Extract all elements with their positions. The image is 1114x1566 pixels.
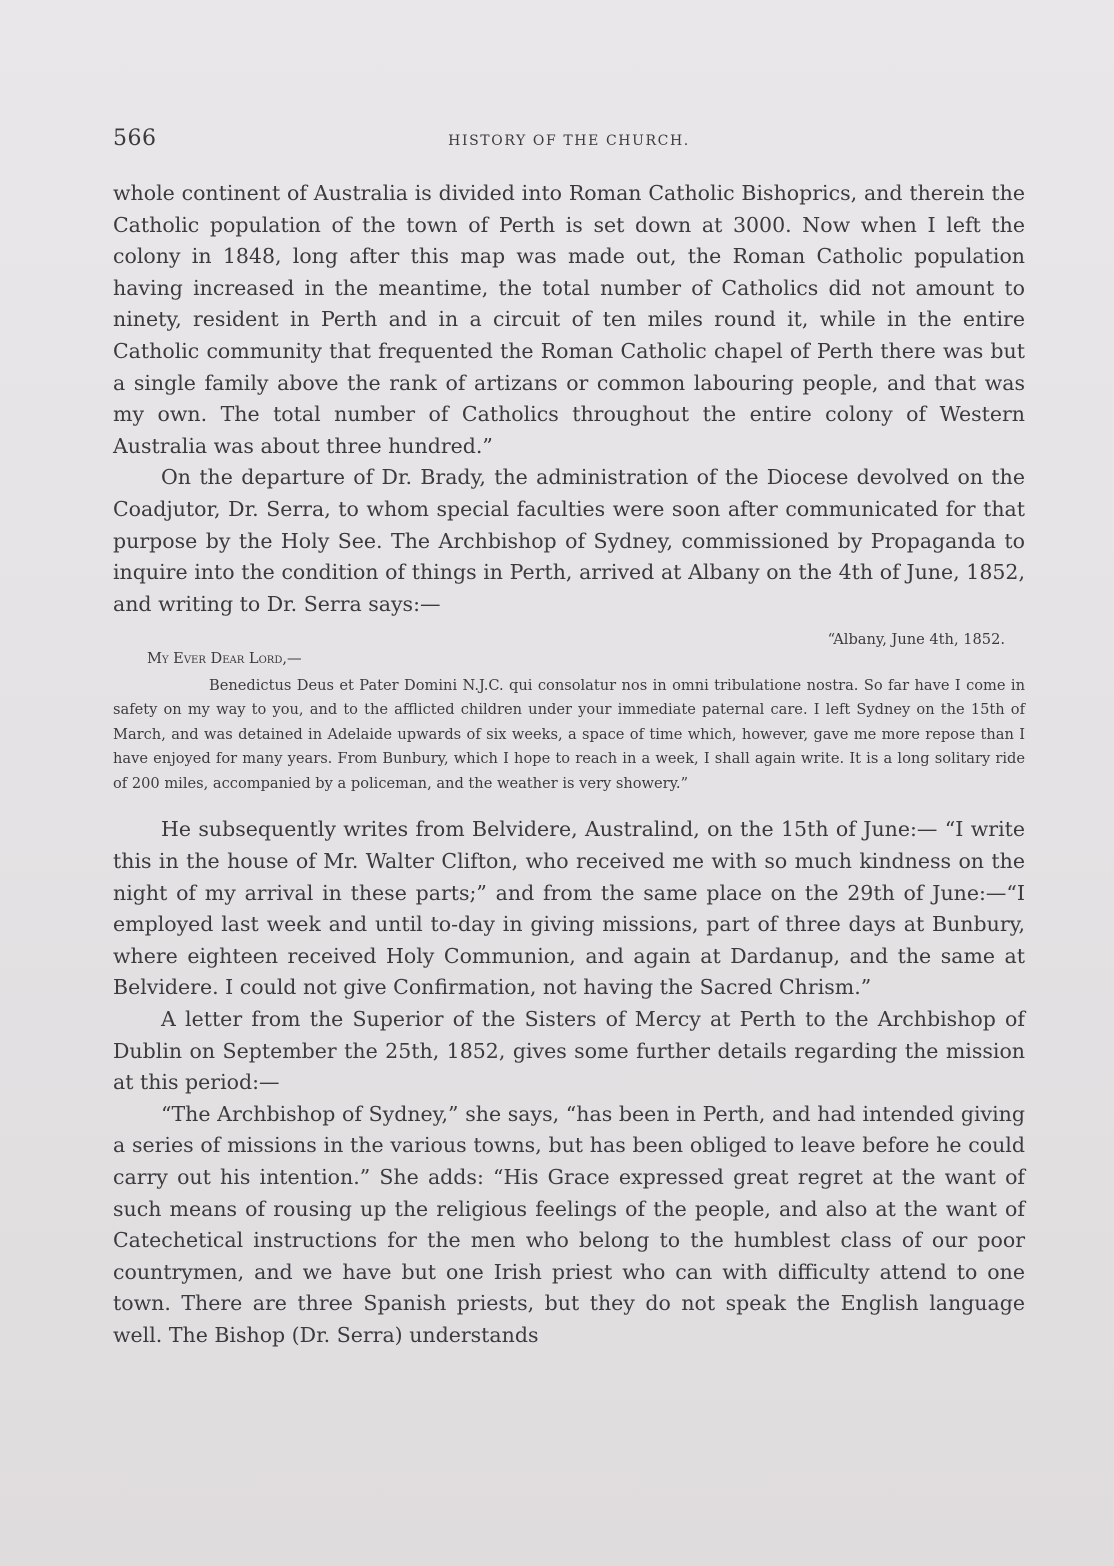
section-spacer	[113, 796, 1025, 814]
running-title: HISTORY OF THE CHURCH.	[448, 133, 690, 149]
letter-text: Benedictus Deus et Pater Domini N.J.C. qui consolatur nos in omni tribulatione nostra. So far have I come in safety on my way to you, and to the afflicted children under your immediate paternal care. I left Sydney on the 15th of March, and was detained in Adelaide upwards of six weeks, a space of time which, however, gave me more repose than I have enjoyed for many years. From Bunbury, which I hope to reach in a week, I shall again write. It is a long solitary ride of 200 miles, accompanied by a policeman, and the weather is very showery.”	[113, 676, 1025, 792]
page-header	[113, 126, 1025, 158]
paragraph-archbishop-quote: “The Archbishop of Sydney,” she says, “has been in Perth, and had intended giving a series of missions in the various towns, but has been obliged to leave before he could carry out his intention.” She adds: “His Grace expressed great regret at the want of such means of rousing up the religious feelings of the people, and also at the want of Catechetical instructions for the men who belong to the humblest class of our poor countrymen, and we have but one Irish priest who can with difficulty attend to one town. There are three Spanish priests, but they do not speak the English language well. The Bishop (Dr. Serra) understands	[113, 1101, 1025, 1347]
paragraph-departure-of-dr-brady: On the departure of Dr. Brady, the administration of the Diocese devolved on the Coadjutor, Dr. Serra, to whom special faculties were soon after communicated for that purpose by the Holy See. The Archbishop of Sydney, commissioned by Propaganda to inquire into the condition of things in Perth, arrived at Albany on the 4th of June, 1852, and writing to Dr. Serra says:—	[113, 465, 1025, 616]
letter-dateline: “Albany, June 4th, 1852.	[827, 631, 1005, 649]
page-body	[113, 178, 1025, 1352]
letter-block	[113, 628, 1025, 796]
paragraph-continuation: whole continent of Australia is divided into Roman Catholic Bishoprics, and therein the Catholic population of the town of Perth is set down at 3000. Now when I left the colony in 1848, long after this map was made out, the Roman Catholic population having increased in the meantime, the total number of Catholics did not amount to ninety, resident in Perth and in a circuit of ten miles round it, while in the entire Catholic community that frequented the Roman Catholic chapel of Perth there was but a single family above the rank of artizans or common labouring people, and that was my own. The total number of Catholics throughout the entire colony of Western Australia was about three hundred.”	[113, 181, 1025, 458]
letter-salutation: My Ever Dear Lord,—	[147, 649, 302, 667]
paragraph-sisters-of-mercy: A letter from the Superior of the Sisters of Mercy at Perth to the Archbishop of Dublin on September the 25th, 1852, gives some further details regarding the mission at this period:—	[113, 1007, 1025, 1095]
paragraph-belvidere: He subsequently writes from Belvidere, Australind, on the 15th of June:— “I write this in the house of Mr. Walter Clifton, who received me with so much kindness on the night of my arrival in these parts;” and from the same place on the 29th of June:—“I employed last week and until to-day in giving missions, part of three days at Bunbury, where eighteen received Holy Communion, and again at Dardanup, and the same at Belvidere. I could not give Confirmation, not having the Sacred Chrism.”	[113, 817, 1025, 1000]
page-number: 566	[113, 126, 157, 151]
